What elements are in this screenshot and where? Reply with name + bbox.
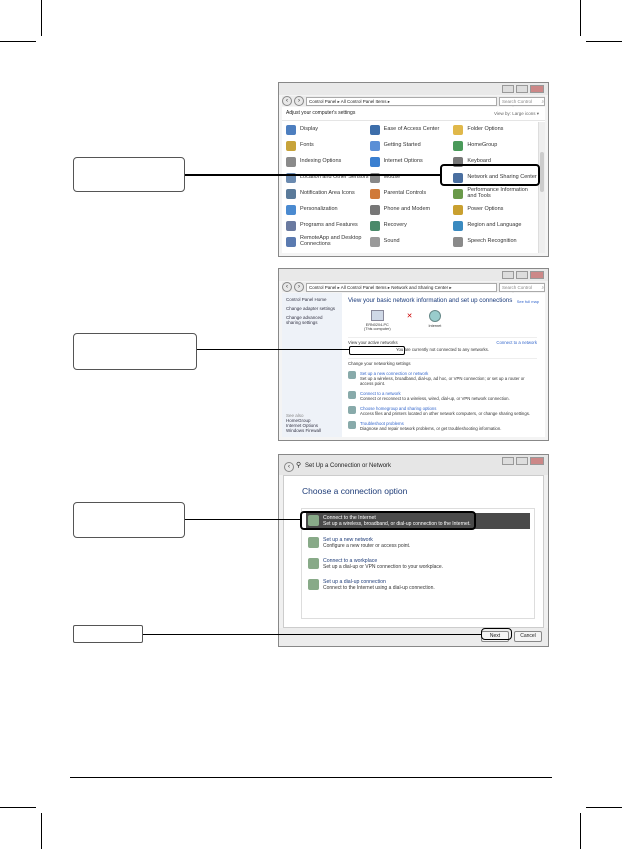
cp-item-icon [370, 189, 380, 199]
cp-item-label: HomeGroup [467, 142, 498, 149]
highlight-new-connection [349, 346, 405, 355]
search-icon: ⌕ [541, 98, 544, 104]
cp-item[interactable] [453, 218, 537, 234]
cp-item-icon [286, 221, 296, 231]
search-input[interactable] [499, 97, 545, 106]
cp-item-label: Notification Area Icons [300, 190, 355, 197]
search-placeholder: Search Control [502, 98, 533, 104]
option-text [323, 579, 435, 591]
disconnected-icon: ✕ [406, 313, 413, 320]
link-change-adapter[interactable]: Change adapter settings [286, 306, 336, 311]
task-item[interactable] [348, 371, 537, 386]
cp-item[interactable] [286, 170, 370, 186]
crop-mark [586, 41, 622, 42]
option-text [323, 537, 410, 549]
option-icon [308, 537, 319, 548]
forward-icon[interactable]: › [294, 96, 304, 106]
view-by-selector[interactable]: View by: Large icons ▾ [494, 111, 539, 116]
cp-item[interactable] [453, 138, 537, 154]
cp-item[interactable] [370, 138, 454, 154]
task-text [360, 371, 537, 386]
pointer-line [143, 634, 481, 635]
search-input[interactable] [499, 283, 545, 292]
cp-item-icon [453, 141, 463, 151]
minimize-icon[interactable] [502, 271, 514, 279]
callout-box [73, 625, 143, 643]
crop-mark [41, 0, 42, 36]
network-center-window [278, 268, 549, 441]
task-item[interactable] [348, 406, 537, 416]
cp-item[interactable] [370, 218, 454, 234]
connection-option[interactable] [308, 579, 528, 591]
wizard-window [278, 454, 549, 647]
option-desc: Set up a dial-up or VPN connection to your workplace. [323, 564, 444, 570]
task-desc: Access files and printers located on other network computers, or change sharing settings. [360, 411, 531, 416]
option-title: Connect to a workplace [323, 558, 378, 564]
cp-item-label: RemoteApp and Desktop Connections [300, 235, 362, 247]
task-title[interactable]: Troubleshoot problems [360, 421, 404, 426]
cp-item-label: Display [300, 126, 319, 133]
cp-item-label: Folder Options [467, 126, 504, 133]
option-title: Set up a new network [323, 537, 373, 543]
maximize-icon[interactable] [516, 271, 528, 279]
connection-option[interactable] [308, 558, 528, 570]
cp-item-label: Keyboard [467, 158, 491, 165]
cp-item-label: Network and Sharing Center [467, 174, 537, 181]
internet-label: Internet [428, 324, 442, 328]
cancel-button[interactable]: Cancel [514, 631, 542, 642]
cp-item-label: Programs and Features [300, 222, 358, 229]
task-item[interactable] [348, 421, 537, 431]
control-panel-items [282, 122, 537, 253]
close-icon[interactable] [530, 85, 544, 93]
cp-item[interactable] [286, 186, 370, 202]
globe-icon [429, 310, 441, 322]
internet-node [428, 310, 441, 328]
task-desc: Connect or reconnect to a wireless, wired, dial-up, or VPN network connection. [360, 396, 510, 401]
cp-item[interactable] [286, 234, 370, 250]
crop-mark [580, 813, 581, 849]
cp-item[interactable] [453, 234, 537, 250]
close-icon[interactable] [530, 457, 544, 465]
cp-item-icon [286, 237, 296, 247]
task-list [344, 371, 541, 431]
task-text [360, 406, 530, 416]
link-windows-firewall[interactable]: Windows Firewall [286, 428, 322, 433]
cp-item-icon [453, 237, 463, 247]
cp-item-icon [453, 189, 463, 199]
window-buttons [502, 457, 544, 465]
footer-rule [70, 777, 552, 778]
search-icon: ⌕ [541, 284, 544, 290]
network-map [364, 310, 541, 331]
connect-network-link[interactable]: Connect to a network [496, 340, 537, 345]
cp-item-label: Performance Information and Tools [467, 187, 528, 199]
link-internet-options[interactable]: Internet Options [286, 423, 319, 428]
cp-item-icon [453, 125, 463, 135]
window-buttons [502, 85, 544, 93]
option-title: Connect to the Internet [323, 515, 376, 521]
pointer-line [185, 174, 440, 176]
minimize-icon[interactable] [502, 85, 514, 93]
computer-sub: (This computer) [364, 327, 391, 331]
task-title[interactable]: Set up a new connection or network [360, 371, 429, 376]
not-connected-text: You are currently not connected to any networks. [396, 347, 489, 352]
maximize-icon[interactable] [516, 457, 528, 465]
task-desc: Set up a wireless, broadband, dial-up, ad hoc, or VPN connection; or set up a router or access point. [360, 376, 525, 386]
option-desc: Set up a wireless, broadband, or dial-up connection to the Internet. [323, 521, 471, 527]
crop-mark [41, 813, 42, 849]
cp-item-label: Power Options [467, 206, 504, 213]
callout-box [73, 157, 185, 192]
task-title[interactable]: Connect to a network [360, 391, 401, 396]
title-bar [279, 83, 548, 95]
cp-item-icon [370, 141, 380, 151]
page-title [282, 107, 545, 121]
link-homegroup[interactable]: HomeGroup [286, 418, 311, 423]
computer-node [364, 310, 391, 331]
cp-item-icon [286, 125, 296, 135]
cp-item-icon [286, 205, 296, 215]
active-networks-row [348, 337, 537, 345]
crop-mark [586, 807, 622, 808]
cp-item-icon [453, 205, 463, 215]
address-field[interactable]: Control Panel ▸ All Control Panel Items ▸ Network and Sharing Center ▸ [306, 283, 497, 292]
option-text [323, 558, 443, 570]
window-buttons [502, 271, 544, 279]
task-text [360, 421, 501, 431]
task-icon [348, 391, 356, 399]
next-button[interactable]: Next [481, 631, 509, 642]
callout-box [73, 333, 197, 370]
maximize-icon[interactable] [516, 85, 528, 93]
task-icon [348, 421, 356, 429]
cp-item-icon [286, 157, 296, 167]
crop-mark [0, 807, 36, 808]
wizard-title-bar [279, 455, 548, 475]
cp-item-label: Phone and Modem [383, 206, 431, 213]
active-networks-label: View your active networks [348, 340, 398, 345]
see-full-map-link[interactable]: See full map [516, 299, 539, 304]
network-center-content [282, 293, 545, 437]
highlight-network-sharing [440, 164, 540, 186]
wizard-title: Set Up a Connection or Network [305, 463, 392, 469]
link-control-panel-home[interactable]: Control Panel Home [286, 297, 327, 302]
forward-icon[interactable]: › [294, 282, 304, 292]
pointer-line [197, 349, 349, 350]
change-settings-label [348, 358, 537, 366]
cp-item-label: Ease of Access Center [383, 126, 440, 133]
address-bar [282, 282, 545, 292]
scroll-thumb[interactable] [540, 152, 544, 192]
task-item[interactable] [348, 391, 537, 401]
see-also-title: See also [286, 413, 304, 418]
wizard-heading: Choose a connection option [302, 486, 408, 496]
address-bar [282, 96, 545, 106]
cp-item[interactable] [370, 186, 454, 202]
option-desc: Connect to the Internet using a dial-up connection. [323, 585, 435, 591]
cp-item-label: Fonts [300, 142, 314, 149]
network-icon: ⚲ [296, 462, 302, 469]
back-icon[interactable]: ‹ [282, 282, 292, 292]
close-icon[interactable] [530, 271, 544, 279]
cp-item-label: Internet Options [383, 158, 423, 165]
cp-item-label: Getting Started [383, 142, 421, 149]
task-title[interactable]: Choose homegroup and sharing options [360, 406, 437, 411]
link-advanced-sharing[interactable]: Change advanced sharing settings [286, 315, 323, 325]
cp-item[interactable] [286, 154, 370, 170]
cp-item[interactable] [286, 138, 370, 154]
cp-item-icon [286, 189, 296, 199]
highlight-next-button [481, 628, 512, 640]
cp-item-label: Personalization [300, 206, 338, 213]
connection-option[interactable] [308, 537, 528, 549]
cp-item-label: Indexing Options [300, 158, 342, 165]
option-desc: Configure a new router or access point. [323, 543, 411, 549]
cp-item-icon [370, 125, 380, 135]
task-icon [348, 371, 356, 379]
cp-item-icon [370, 221, 380, 231]
pointer-line [185, 519, 300, 520]
cp-item-icon [370, 205, 380, 215]
cp-item-label: Parental Controls [383, 190, 427, 197]
back-icon[interactable]: ‹ [284, 462, 294, 472]
cp-item-label: Recovery [383, 222, 407, 229]
cp-item[interactable] [453, 186, 537, 202]
cp-item-label: Mouse [383, 174, 401, 181]
cp-heading: Adjust your computer's settings [286, 110, 356, 116]
cp-item[interactable] [370, 122, 454, 138]
cp-item[interactable] [286, 202, 370, 218]
main-pane [344, 293, 541, 437]
task-desc: Diagnose and repair network problems, or get troubleshooting information. [360, 426, 502, 431]
cp-item[interactable] [286, 122, 370, 138]
computer-icon [371, 310, 384, 321]
computer-name: ERN0204-PC [365, 323, 389, 327]
title-bar [279, 269, 548, 281]
cp-item[interactable] [370, 234, 454, 250]
cp-item-icon [453, 221, 463, 231]
option-icon [308, 579, 319, 590]
cp-item[interactable] [286, 218, 370, 234]
crop-mark [0, 41, 36, 42]
callout-box [73, 502, 185, 538]
cp-item-label: Location and Other Sensors [300, 174, 369, 181]
option-icon [308, 558, 319, 569]
cp-item[interactable] [370, 202, 454, 218]
cp-item-label: Sound [383, 238, 400, 245]
option-title: Set up a dial-up connection [323, 579, 386, 585]
task-text [360, 391, 510, 401]
cp-item-icon [370, 157, 380, 167]
nsc-heading: View your basic network information and set up connections [348, 297, 513, 304]
cp-item-label: Region and Language [467, 222, 522, 229]
cp-item[interactable] [453, 122, 537, 138]
address-field[interactable]: Control Panel ▸ All Control Panel Items ▸ [306, 97, 497, 106]
crop-mark [580, 0, 581, 36]
task-icon [348, 406, 356, 414]
left-pane [282, 293, 342, 437]
search-placeholder: Search Control [502, 284, 533, 290]
cp-item-icon [286, 141, 296, 151]
highlight-connect-internet [300, 511, 476, 530]
cp-item-icon [370, 237, 380, 247]
cp-item-label: Speech Recognition [467, 238, 517, 245]
wizard-body [283, 475, 544, 628]
cp-item[interactable] [453, 202, 537, 218]
back-icon[interactable]: ‹ [282, 96, 292, 106]
change-settings-text: Change your networking settings [348, 361, 411, 366]
scrollbar[interactable] [538, 122, 545, 253]
minimize-icon[interactable] [502, 457, 514, 465]
